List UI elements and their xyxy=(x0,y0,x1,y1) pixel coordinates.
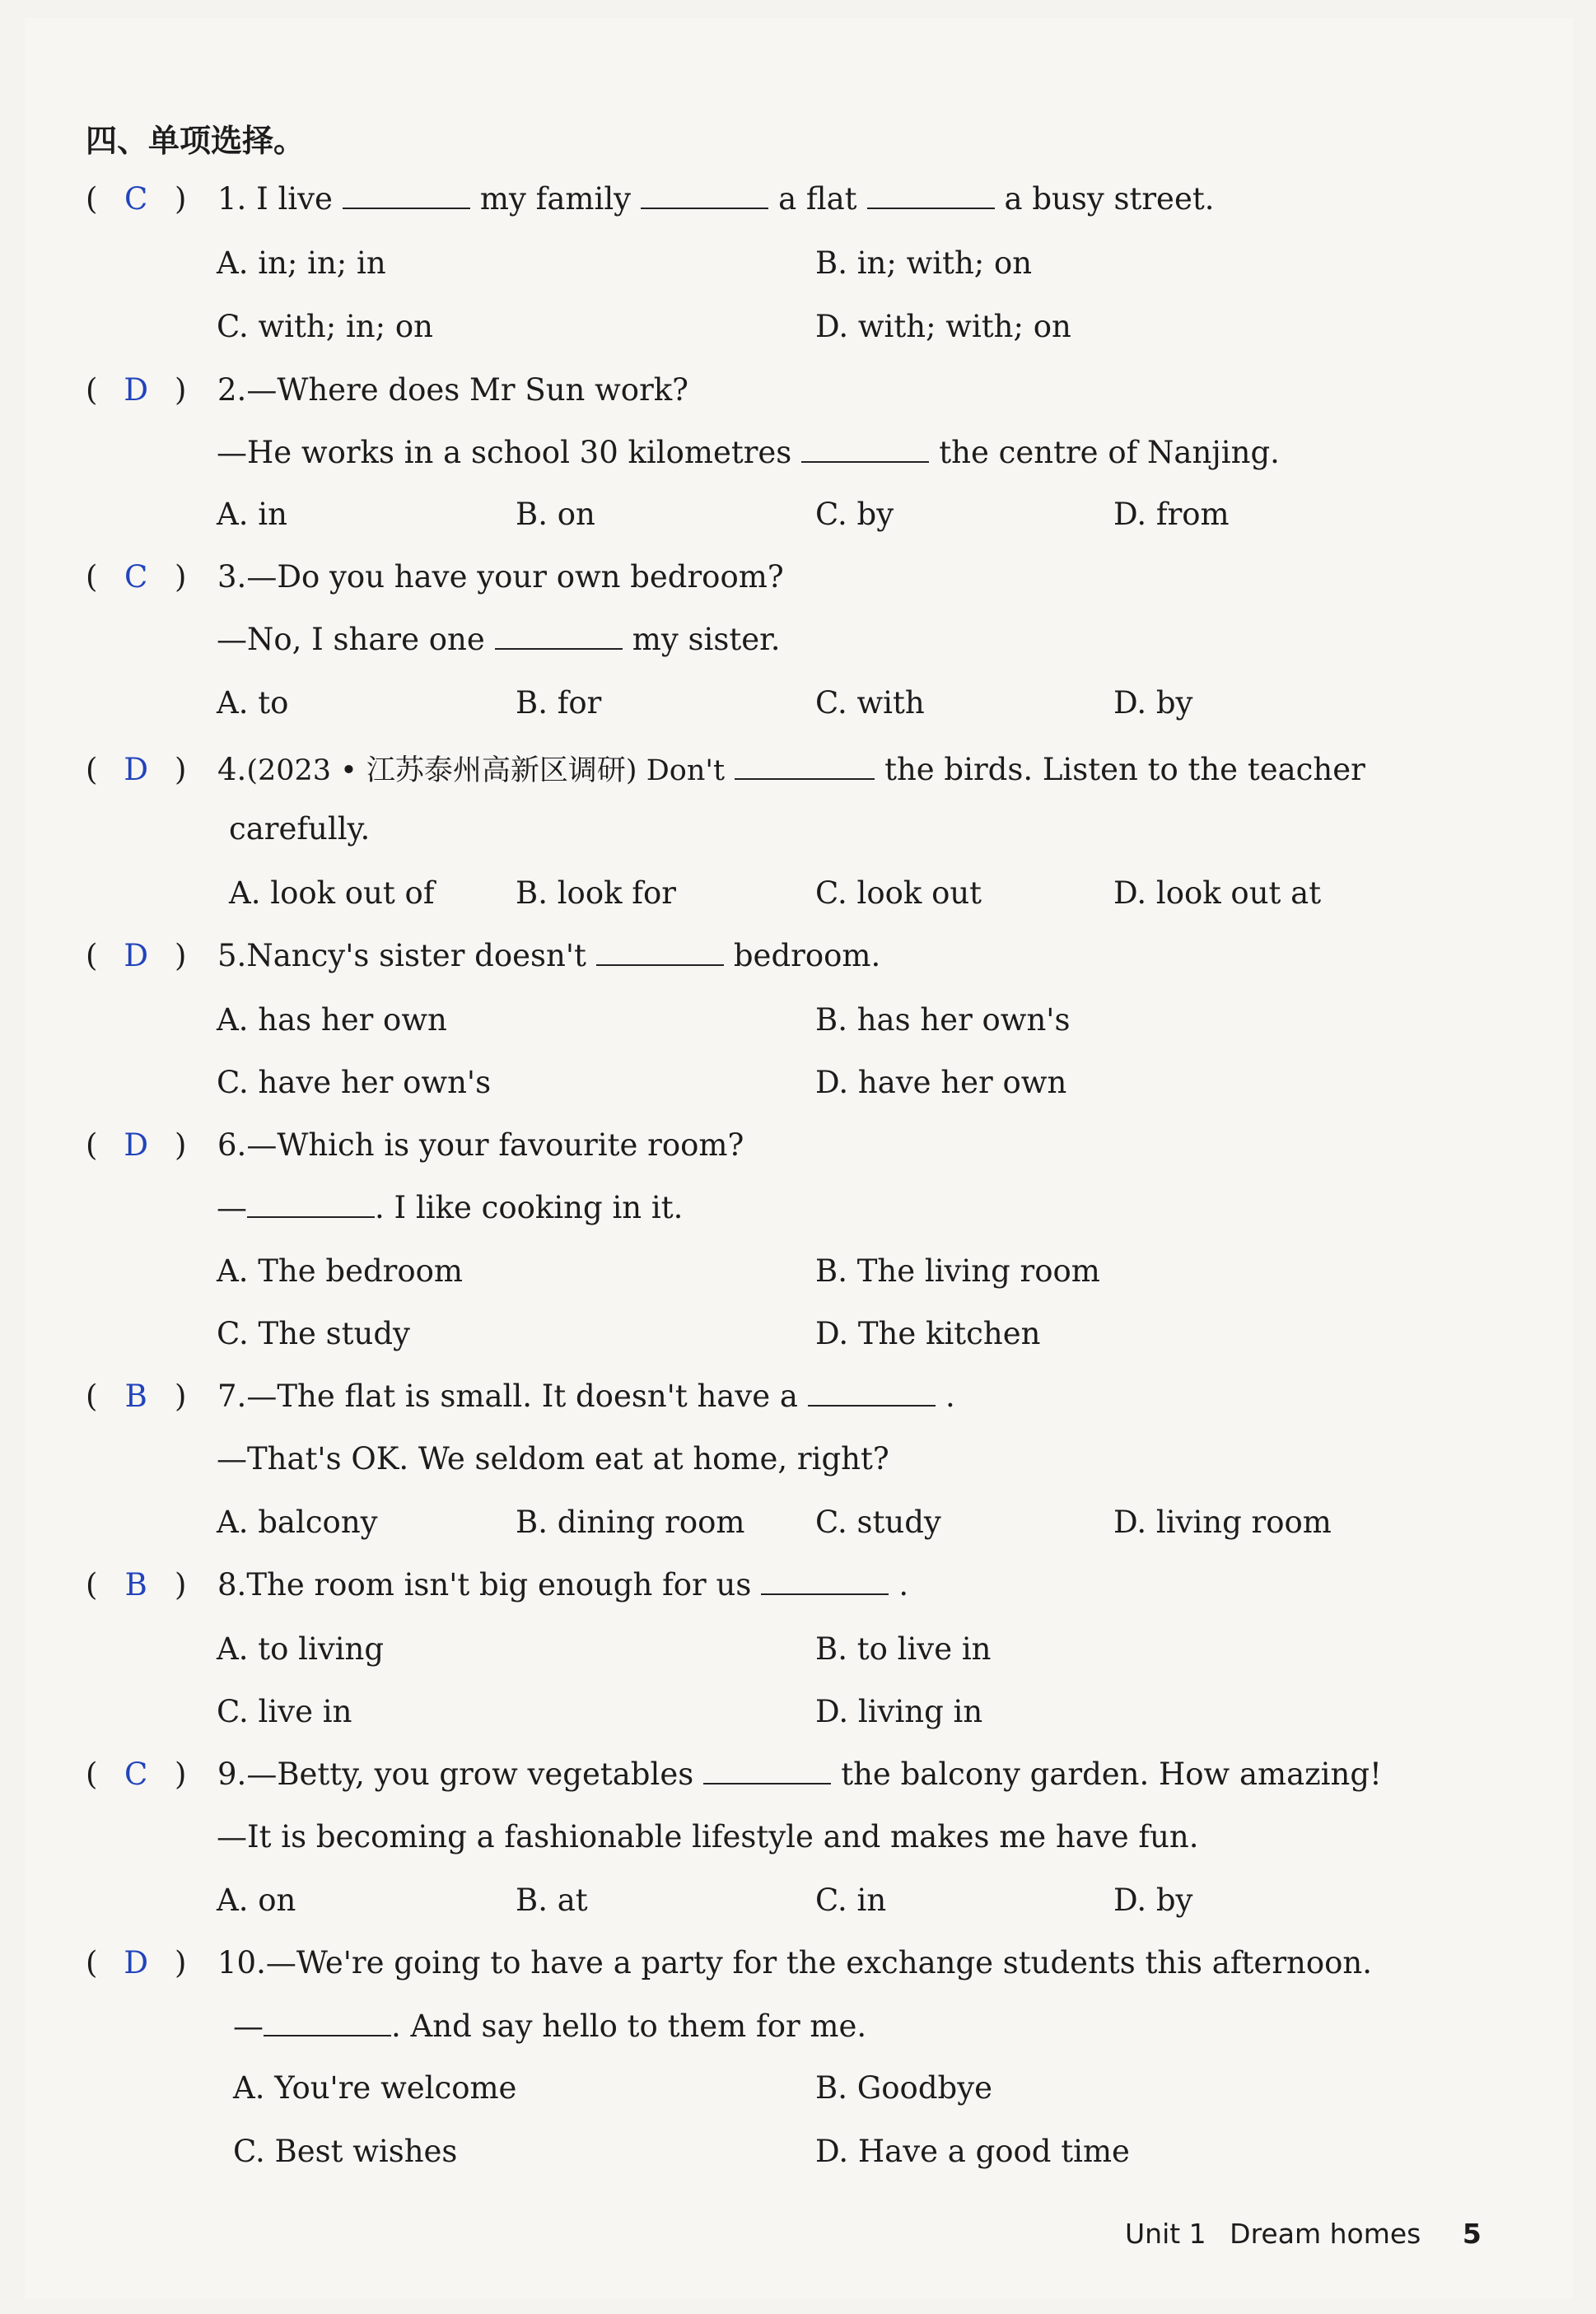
option-d: D. with; with; on xyxy=(815,309,1071,344)
stem-text: —No, I share one xyxy=(217,622,485,657)
stem-text: my family xyxy=(479,181,632,217)
question-number: 6. xyxy=(217,1127,247,1163)
question-number: 5. xyxy=(217,938,247,973)
question-number: 10. xyxy=(217,1945,266,1980)
question-2-stem-2 xyxy=(217,435,1280,470)
option-c: C. study xyxy=(815,1505,941,1540)
question-4-stem-2: carefully. xyxy=(229,811,371,847)
stem-text: bedroom. xyxy=(733,938,881,973)
option-d: D. Have a good time xyxy=(815,2134,1130,2169)
question-number: 7. xyxy=(217,1379,247,1414)
option-a: A. on xyxy=(217,1882,296,1918)
option-a: A. look out of xyxy=(229,875,435,911)
answer: B xyxy=(124,1567,147,1603)
option-d: D. living in xyxy=(815,1694,983,1729)
stem-text: . And say hello to them for me. xyxy=(391,2008,867,2044)
answer-blank xyxy=(247,1192,375,1218)
stem-text: . I like cooking in it. xyxy=(375,1190,684,1225)
stem-text: . xyxy=(945,1379,955,1414)
stem-text: I live xyxy=(256,181,333,217)
stem-text: a flat xyxy=(778,181,857,217)
answer-blank xyxy=(641,183,768,209)
answer-blank xyxy=(264,2010,391,2036)
answer: C xyxy=(124,181,148,217)
stem-text: a busy street. xyxy=(1004,181,1215,217)
stem-text: —The flat is small. It doesn't have a xyxy=(246,1379,798,1414)
stem-text: —Do you have your own bedroom? xyxy=(246,559,784,595)
question-number: 1. xyxy=(217,181,247,217)
option-d: D. from xyxy=(1113,497,1230,532)
question-9-stem: ( C ) 9.—Betty, you grow vegetables the balcony garden. How amazing! xyxy=(86,1756,1382,1792)
answer-blank xyxy=(495,623,623,650)
stem-text: the birds. Listen to the teacher xyxy=(884,752,1365,787)
option-c: C. in xyxy=(815,1882,887,1918)
stem-text: —Which is your favourite room? xyxy=(246,1127,744,1163)
option-d: D. have her own xyxy=(815,1065,1067,1100)
page-footer xyxy=(1125,2218,1482,2250)
option-b: B. on xyxy=(516,497,595,532)
question-4-stem: ( D ) 4.(2023 • 江苏泰州高新区调研) Don't the birds. Listen to the teacher xyxy=(86,752,1365,787)
option-d: D. living room xyxy=(1113,1505,1332,1540)
option-b: B. in; with; on xyxy=(815,245,1033,281)
answer: D xyxy=(124,1127,149,1163)
question-3-stem-2 xyxy=(217,622,781,657)
stem-text: my sister. xyxy=(632,622,781,657)
stem-text: Nancy's sister doesn't xyxy=(246,938,586,973)
stem-text: . xyxy=(898,1567,909,1603)
option-a: A. The bedroom xyxy=(217,1253,463,1289)
option-d: D. by xyxy=(1113,685,1193,721)
stem-text: —Where does Mr Sun work? xyxy=(246,372,689,408)
answer: D xyxy=(124,938,149,973)
answer-blank xyxy=(808,1380,936,1407)
question-6-stem-2 xyxy=(217,1190,683,1225)
question-number: 8. xyxy=(217,1567,247,1603)
answer: C xyxy=(124,559,148,595)
option-a: A. to xyxy=(217,685,289,721)
answer-blank xyxy=(801,436,929,463)
answer: D xyxy=(124,1945,149,1980)
question-7-stem: ( B ) 7.—The flat is small. It doesn't have a . xyxy=(86,1379,955,1414)
option-c: C. by xyxy=(815,497,894,532)
option-a: A. to living xyxy=(217,1631,385,1667)
option-c: C. with; in; on xyxy=(217,309,433,344)
question-5-stem: ( D ) 5.Nancy's sister doesn't bedroom. xyxy=(86,938,881,973)
option-a: A. has her own xyxy=(217,1002,447,1038)
option-c: C. with xyxy=(815,685,925,721)
question-8-stem: ( B ) 8.The room isn't big enough for us . xyxy=(86,1567,909,1603)
option-c: C. look out xyxy=(815,875,982,911)
answer-blank xyxy=(761,1569,889,1595)
question-number: 4. xyxy=(217,752,247,787)
question-number: 9. xyxy=(217,1756,247,1792)
option-b: B. Goodbye xyxy=(815,2070,992,2106)
question-10-stem-2 xyxy=(233,2008,866,2044)
option-b: B. at xyxy=(516,1882,588,1918)
stem-text: — xyxy=(217,1190,247,1225)
option-a: A. in xyxy=(217,497,287,532)
answer: D xyxy=(124,752,149,787)
option-b: B. has her own's xyxy=(815,1002,1071,1038)
answer-blank xyxy=(735,753,875,780)
answer: B xyxy=(124,1379,147,1414)
footer-unit: Unit 1 xyxy=(1125,2218,1206,2250)
question-10-stem: ( D ) 10.—We're going to have a party for the exchange students this afternoon. xyxy=(86,1945,1372,1980)
stem-text: —He works in a school 30 kilometres xyxy=(217,435,792,470)
option-b: B. look for xyxy=(516,875,676,911)
option-c: C. live in xyxy=(217,1694,352,1729)
answer-blank xyxy=(343,183,470,209)
stem-text: —Betty, you grow vegetables xyxy=(246,1756,694,1792)
answer-blank xyxy=(867,183,995,209)
answer-blank xyxy=(703,1758,831,1784)
option-b: B. to live in xyxy=(815,1631,992,1667)
option-a: A. You're welcome xyxy=(233,2070,517,2106)
question-6-stem: ( D ) 6.—Which is your favourite room? xyxy=(86,1127,744,1163)
question-number: 2. xyxy=(217,372,247,408)
stem-text: (2023 • 江苏泰州高新区调研) Don't xyxy=(246,754,726,787)
stem-text: The room isn't big enough for us xyxy=(246,1567,752,1603)
option-b: B. The living room xyxy=(815,1253,1100,1289)
option-c: C. Best wishes xyxy=(233,2134,458,2169)
option-a: A. in; in; in xyxy=(217,245,386,281)
page-number: 5 xyxy=(1462,2218,1482,2250)
stem-text: the balcony garden. How amazing! xyxy=(841,1756,1382,1792)
option-d: D. The kitchen xyxy=(815,1316,1041,1351)
stem-text: the centre of Nanjing. xyxy=(939,435,1280,470)
option-b: B. for xyxy=(516,685,602,721)
question-7-stem-2: —That's OK. We seldom eat at home, right? xyxy=(217,1441,889,1477)
option-c: C. The study xyxy=(217,1316,410,1351)
question-3-stem: ( C ) 3.—Do you have your own bedroom? xyxy=(86,559,784,595)
question-1-stem: ( C ) 1. I live my family a flat a busy street. xyxy=(86,181,1215,217)
answer-blank xyxy=(596,940,724,966)
option-d: D. look out at xyxy=(1113,875,1322,911)
question-number: 3. xyxy=(217,559,247,595)
option-d: D. by xyxy=(1113,1882,1193,1918)
option-b: B. dining room xyxy=(516,1505,745,1540)
section-title: 四、单项选择。 xyxy=(86,123,306,159)
stem-text: —We're going to have a party for the exchange students this afternoon. xyxy=(265,1945,1372,1980)
option-a: A. balcony xyxy=(217,1505,378,1540)
question-9-stem-2: —It is becoming a fashionable lifestyle and makes me have fun. xyxy=(217,1819,1199,1854)
option-c: C. have her own's xyxy=(217,1065,492,1100)
answer: C xyxy=(124,1756,148,1792)
stem-text: — xyxy=(233,2008,264,2044)
question-2-stem: ( D ) 2.—Where does Mr Sun work? xyxy=(86,372,689,408)
answer: D xyxy=(124,372,149,408)
footer-title: Dream homes xyxy=(1230,2218,1421,2250)
